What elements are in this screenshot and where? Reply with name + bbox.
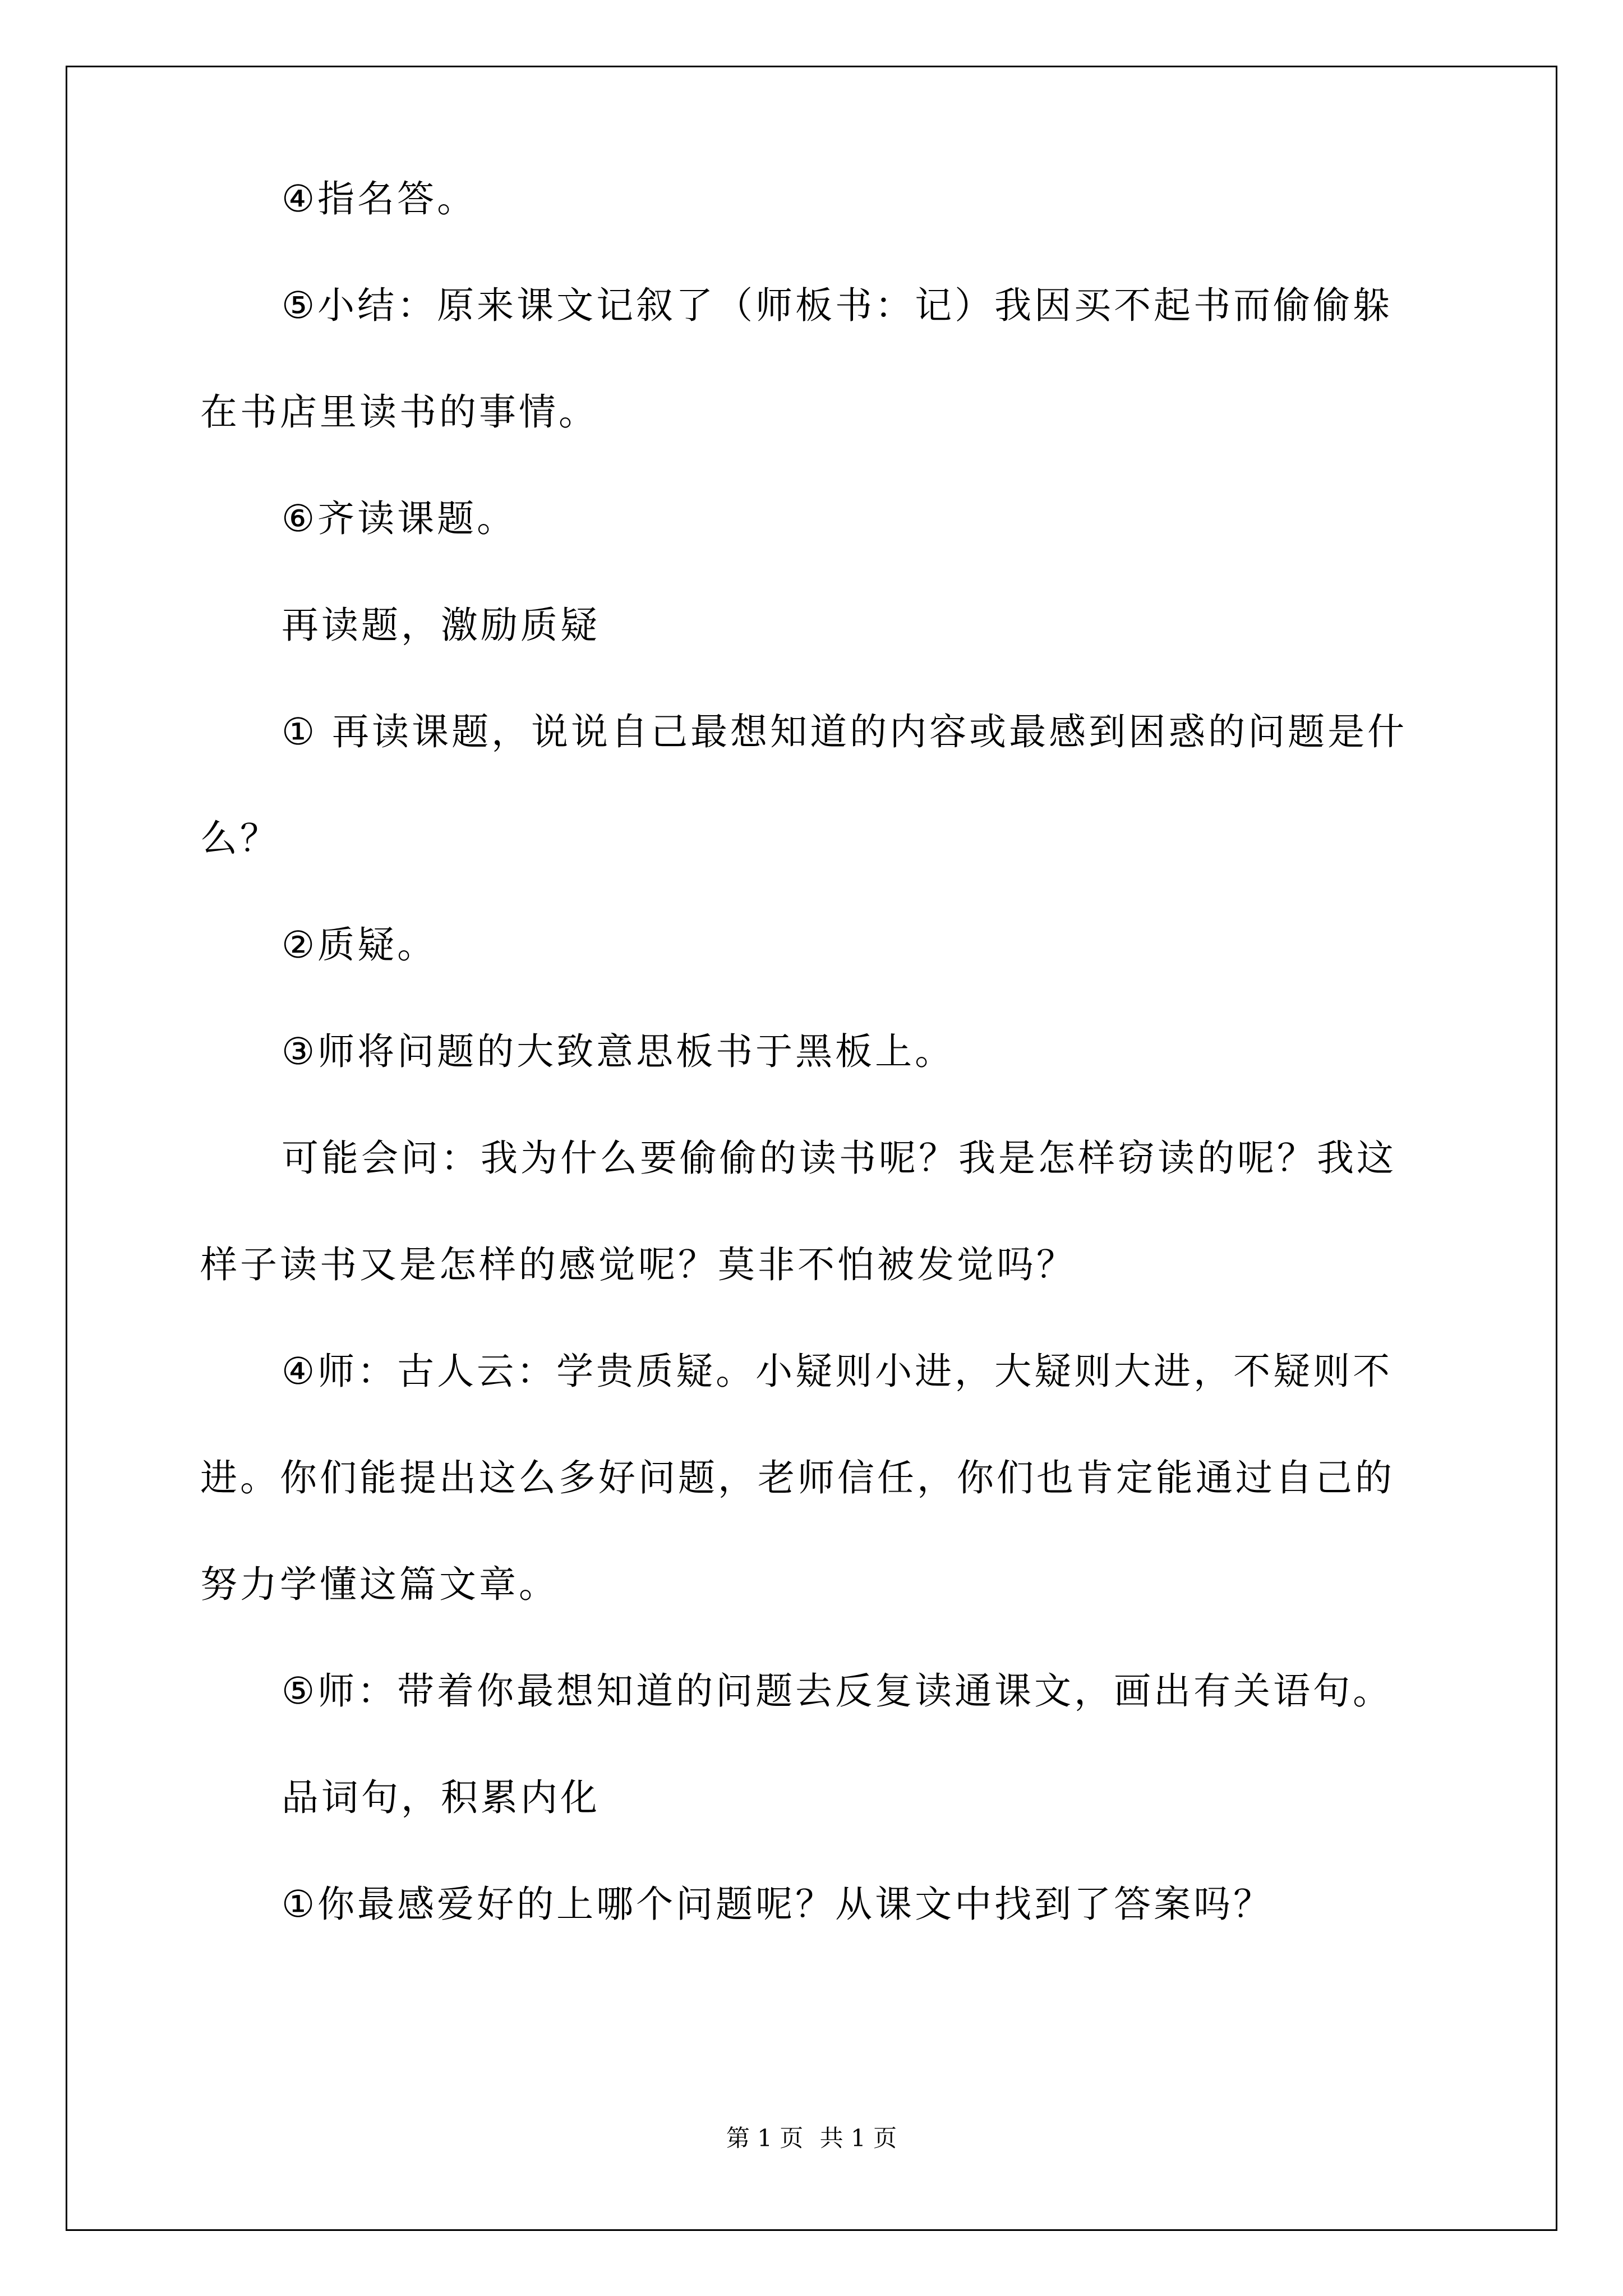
paragraph-line: ① 再读课题，说说自己最想知道的内容或最感到困惑的问题是什: [282, 710, 1408, 753]
paragraph-line: 样子读书又是怎样的感觉呢？莫非不怕被发觉吗？: [200, 1243, 1076, 1286]
paragraph-line: ②质疑。: [282, 923, 437, 967]
page-number: 第 1 页: [726, 2124, 804, 2152]
paragraph-line: 再读题，激励质疑: [282, 604, 600, 647]
paragraph-line: ①你最感爱好的上哪个问题呢？从课文中找到了答案吗？: [282, 1883, 1274, 1926]
paragraph-line: 进。你们能提出这么多好问题，老师信任，你们也肯定能通过自己的: [200, 1456, 1395, 1499]
paragraph-line: 努力学懂这篇文章。: [200, 1563, 559, 1606]
paragraph-line: 品词句，积累内化: [282, 1776, 600, 1819]
page-footer: [0, 2122, 1623, 2155]
paragraph-line: 在书店里读书的事情。: [200, 390, 598, 434]
page-total: 共 1 页: [819, 2124, 897, 2152]
paragraph-line: ④指名答。: [282, 177, 477, 220]
paragraph-line: ⑥齐读课题。: [282, 497, 517, 540]
paragraph-line: ④师：古人云：学贵质疑。小疑则小进，大疑则大进，不疑则不: [282, 1350, 1393, 1393]
paragraph-line: ③师将问题的大致意思板书于黑板上。: [282, 1030, 955, 1073]
paragraph-line: ⑤师：带着你最想知道的问题去反复读通课文，画出有关语句。: [282, 1669, 1393, 1713]
paragraph-line: 可能会问：我为什么要偷偷的读书呢？我是怎样窃读的呢？我这: [282, 1137, 1396, 1180]
paragraph-line: 么？: [200, 817, 280, 860]
paragraph-line: ⑤小结：原来课文记叙了（师板书：记）我因买不起书而偷偷躲: [282, 284, 1393, 327]
